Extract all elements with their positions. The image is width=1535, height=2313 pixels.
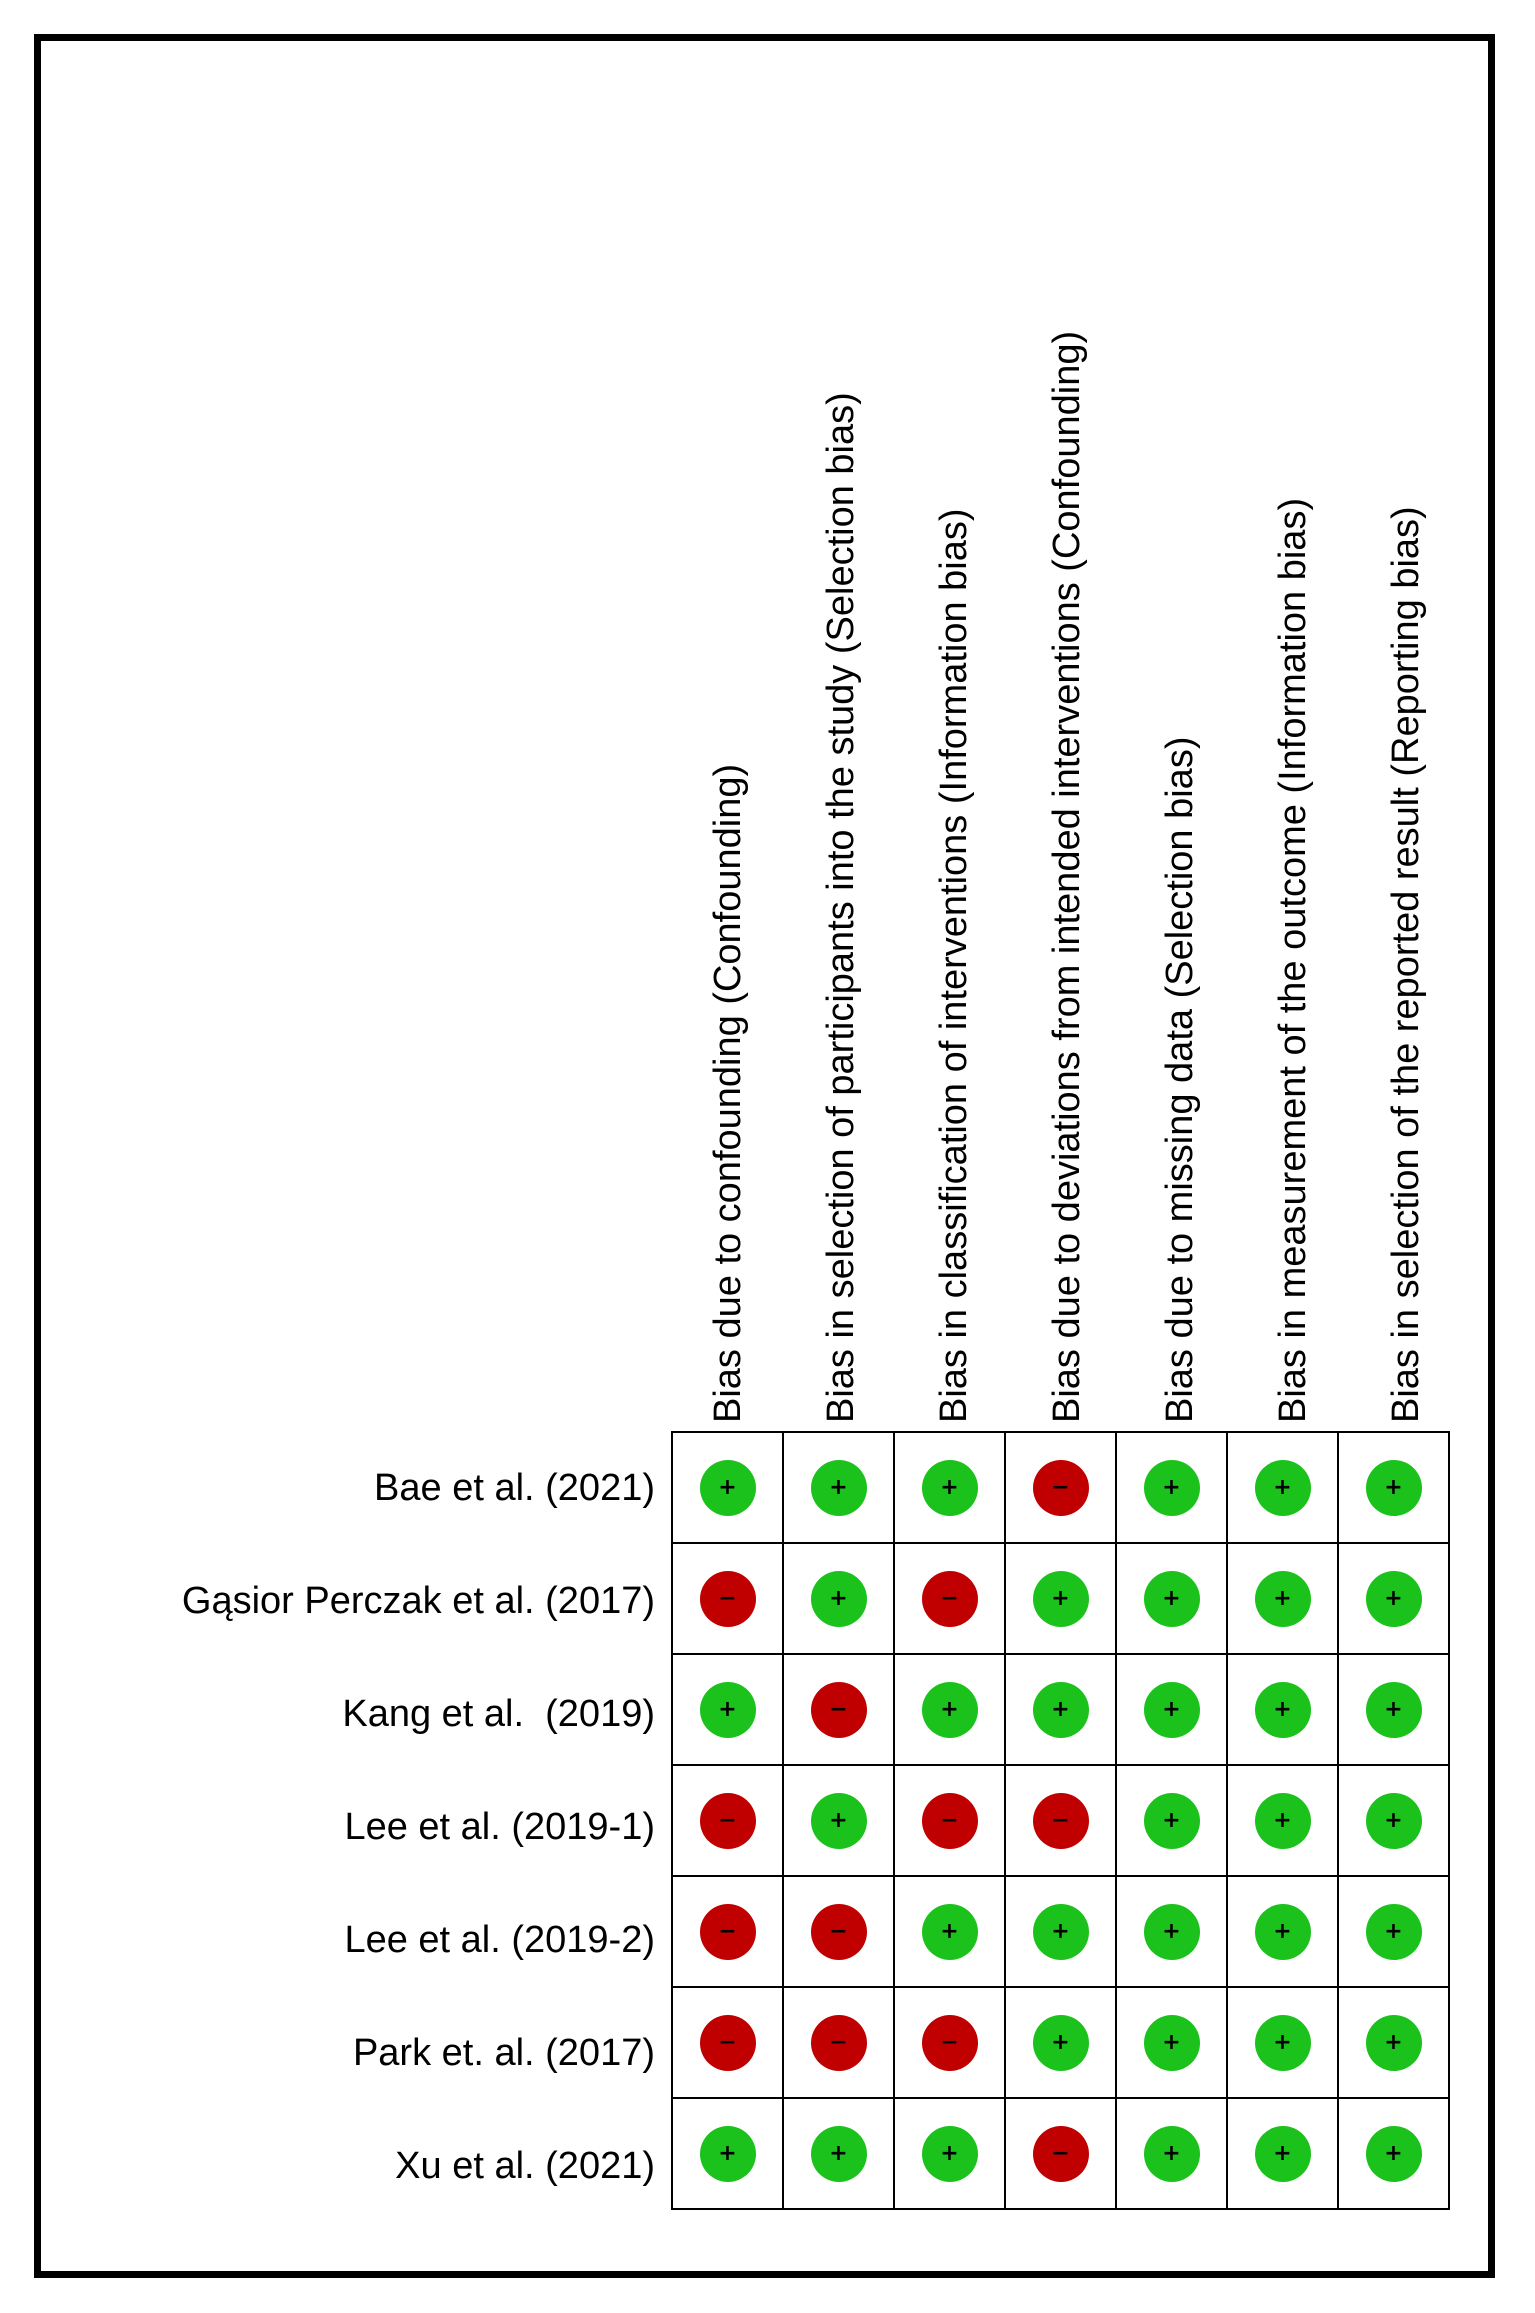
judgement-cell [893,2097,1006,2210]
judgement-cell [1226,1764,1339,1877]
judgement-cell [671,1653,784,1766]
judgement-cell [893,1653,1006,1766]
low-risk-icon [1033,1682,1089,1738]
judgement-cell [1004,2097,1117,2210]
low-risk-icon [1255,2015,1311,2071]
judgement-cell [893,1875,1006,1988]
low-risk-icon [922,1460,978,1516]
high-risk-icon [700,1793,756,1849]
low-risk-icon [811,1460,867,1516]
judgement-cell [782,1764,895,1877]
judgement-symbol: + [829,1585,848,1611]
judgement-symbol: − [1051,1474,1070,1500]
low-risk-icon [1144,1682,1200,1738]
judgement-symbol: + [940,1474,959,1500]
judgement-cell [1226,1542,1339,1655]
judgement-cell [1115,1542,1228,1655]
judgement-symbol: − [940,1807,959,1833]
low-risk-icon [811,1793,867,1849]
low-risk-icon [1144,1571,1200,1627]
low-risk-icon [1255,1571,1311,1627]
judgement-cell [671,1875,784,1988]
judgement-cell [671,1764,784,1877]
judgement-cell [1337,1764,1450,1877]
low-risk-icon [1144,1793,1200,1849]
judgement-symbol: + [1384,1918,1403,1944]
low-risk-icon [1033,1571,1089,1627]
judgement-symbol: + [1384,1474,1403,1500]
high-risk-icon [700,2015,756,2071]
low-risk-icon [1255,1793,1311,1849]
low-risk-icon [700,1682,756,1738]
judgement-symbol: + [1051,2029,1070,2055]
low-risk-icon [811,1571,867,1627]
low-risk-icon [700,2126,756,2182]
low-risk-icon [1033,1904,1089,1960]
judgement-cell [1115,1875,1228,1988]
judgement-symbol: + [1273,1474,1292,1500]
judgement-cell [1115,1431,1228,1544]
judgement-cell [1226,1875,1339,1988]
low-risk-icon [1144,2126,1200,2182]
high-risk-icon [922,1571,978,1627]
low-risk-icon [1255,1460,1311,1516]
low-risk-icon [922,1904,978,1960]
high-risk-icon [811,1904,867,1960]
low-risk-icon [1366,2126,1422,2182]
judgement-cell [1004,1653,1117,1766]
judgement-cell [671,1542,784,1655]
judgement-cell [1337,2097,1450,2210]
judgement-symbol: − [718,1585,737,1611]
judgement-cell [1337,1986,1450,2099]
low-risk-icon [1366,1682,1422,1738]
judgement-cell [782,1875,895,1988]
judgement-symbol: + [718,1696,737,1722]
risk-of-bias-figure [34,34,1495,2278]
high-risk-icon [922,1793,978,1849]
judgement-symbol: + [1273,2029,1292,2055]
judgement-cell [671,1431,784,1544]
judgement-symbol: − [829,1696,848,1722]
judgement-symbol: + [1273,1585,1292,1611]
judgement-cell [893,1986,1006,2099]
judgement-cell [893,1431,1006,1544]
judgement-grid [41,41,1488,2271]
judgement-cell [782,1542,895,1655]
judgement-symbol: + [1273,2140,1292,2166]
study-label: Bae et al. (2021) [374,1466,655,1509]
high-risk-icon [1033,1793,1089,1849]
judgement-symbol: − [718,2029,737,2055]
judgement-cell [1226,1986,1339,2099]
low-risk-icon [1366,1904,1422,1960]
judgement-symbol: + [1384,2140,1403,2166]
judgement-symbol: + [1384,1585,1403,1611]
judgement-symbol: + [1273,1918,1292,1944]
study-label: Park et. al. (2017) [352,2031,655,2074]
judgement-symbol: + [1051,1585,1070,1611]
judgement-symbol: + [1051,1696,1070,1722]
judgement-cell [1115,2097,1228,2210]
low-risk-icon [1033,2015,1089,2071]
judgement-cell [782,2097,895,2210]
judgement-cell [1115,1653,1228,1766]
judgement-cell [1115,1986,1228,2099]
low-risk-icon [1366,1460,1422,1516]
judgement-cell [1337,1653,1450,1766]
low-risk-icon [1255,1904,1311,1960]
low-risk-icon [1144,1904,1200,1960]
judgement-cell [671,1986,784,2099]
judgement-symbol: − [829,1918,848,1944]
judgement-cell [1337,1542,1450,1655]
judgement-cell [1004,1986,1117,2099]
judgement-cell [1226,1653,1339,1766]
study-label: Lee et al. (2019-2) [344,1918,655,1961]
judgement-symbol: + [940,2140,959,2166]
judgement-cell [782,1986,895,2099]
column-header: Bias in selection of participants into the study (Selection bias) [819,392,862,1423]
low-risk-icon [811,2126,867,2182]
judgement-symbol: − [718,1918,737,1944]
judgement-symbol: + [1273,1696,1292,1722]
high-risk-icon [1033,1460,1089,1516]
judgement-cell [893,1542,1006,1655]
judgement-cell [671,2097,784,2210]
judgement-symbol: + [1162,1696,1181,1722]
judgement-cell [1004,1542,1117,1655]
study-label: Lee et al. (2019-1) [344,1805,655,1848]
judgement-cell [1004,1875,1117,1988]
high-risk-icon [922,2015,978,2071]
study-label: Kang et al. (2019) [342,1692,655,1735]
column-header: Bias in selection of the reported result (Reporting bias) [1384,506,1427,1423]
column-header: Bias in measurement of the outcome (Information bias) [1271,497,1314,1423]
judgement-symbol: − [829,2029,848,2055]
judgement-symbol: + [1162,1918,1181,1944]
judgement-symbol: + [1051,1918,1070,1944]
high-risk-icon [1033,2126,1089,2182]
judgement-symbol: + [940,1696,959,1722]
low-risk-icon [1144,1460,1200,1516]
judgement-symbol: + [829,1807,848,1833]
column-header: Bias in classification of interventions (Information bias) [932,508,975,1423]
judgement-cell [1337,1431,1450,1544]
judgement-cell [1226,1431,1339,1544]
judgement-symbol: − [1051,2140,1070,2166]
low-risk-icon [1366,1571,1422,1627]
judgement-symbol: − [1051,1807,1070,1833]
judgement-cell [1004,1764,1117,1877]
judgement-symbol: + [1162,2029,1181,2055]
judgement-symbol: + [829,1474,848,1500]
low-risk-icon [922,1682,978,1738]
judgement-symbol: + [940,1918,959,1944]
judgement-cell [782,1653,895,1766]
judgement-cell [782,1431,895,1544]
low-risk-icon [1366,1793,1422,1849]
high-risk-icon [811,2015,867,2071]
judgement-symbol: + [1384,2029,1403,2055]
study-label: Gąsior Perczak et al. (2017) [181,1579,655,1622]
low-risk-icon [700,1460,756,1516]
low-risk-icon [1255,2126,1311,2182]
judgement-symbol: + [1162,1807,1181,1833]
column-header: Bias due to confounding (Confounding) [706,763,749,1423]
low-risk-icon [922,2126,978,2182]
study-label: Xu et al. (2021) [395,2144,655,2187]
judgement-symbol: − [940,2029,959,2055]
high-risk-icon [811,1682,867,1738]
judgement-symbol: + [1162,1585,1181,1611]
judgement-symbol: − [718,1807,737,1833]
judgement-cell [893,1764,1006,1877]
column-header: Bias due to missing data (Selection bias) [1158,736,1201,1423]
column-header: Bias due to deviations from intended interventions (Confounding) [1045,330,1088,1423]
judgement-cell [1337,1875,1450,1988]
judgement-symbol: + [718,2140,737,2166]
judgement-symbol: − [940,1585,959,1611]
judgement-symbol: + [1162,1474,1181,1500]
judgement-cell [1226,2097,1339,2210]
low-risk-icon [1366,2015,1422,2071]
low-risk-icon [1255,1682,1311,1738]
judgement-symbol: + [1162,2140,1181,2166]
high-risk-icon [700,1571,756,1627]
judgement-symbol: + [1384,1696,1403,1722]
high-risk-icon [700,1904,756,1960]
low-risk-icon [1144,2015,1200,2071]
judgement-symbol: + [829,2140,848,2166]
judgement-symbol: + [718,1474,737,1500]
judgement-symbol: + [1384,1807,1403,1833]
judgement-cell [1004,1431,1117,1544]
judgement-cell [1115,1764,1228,1877]
judgement-symbol: + [1273,1807,1292,1833]
